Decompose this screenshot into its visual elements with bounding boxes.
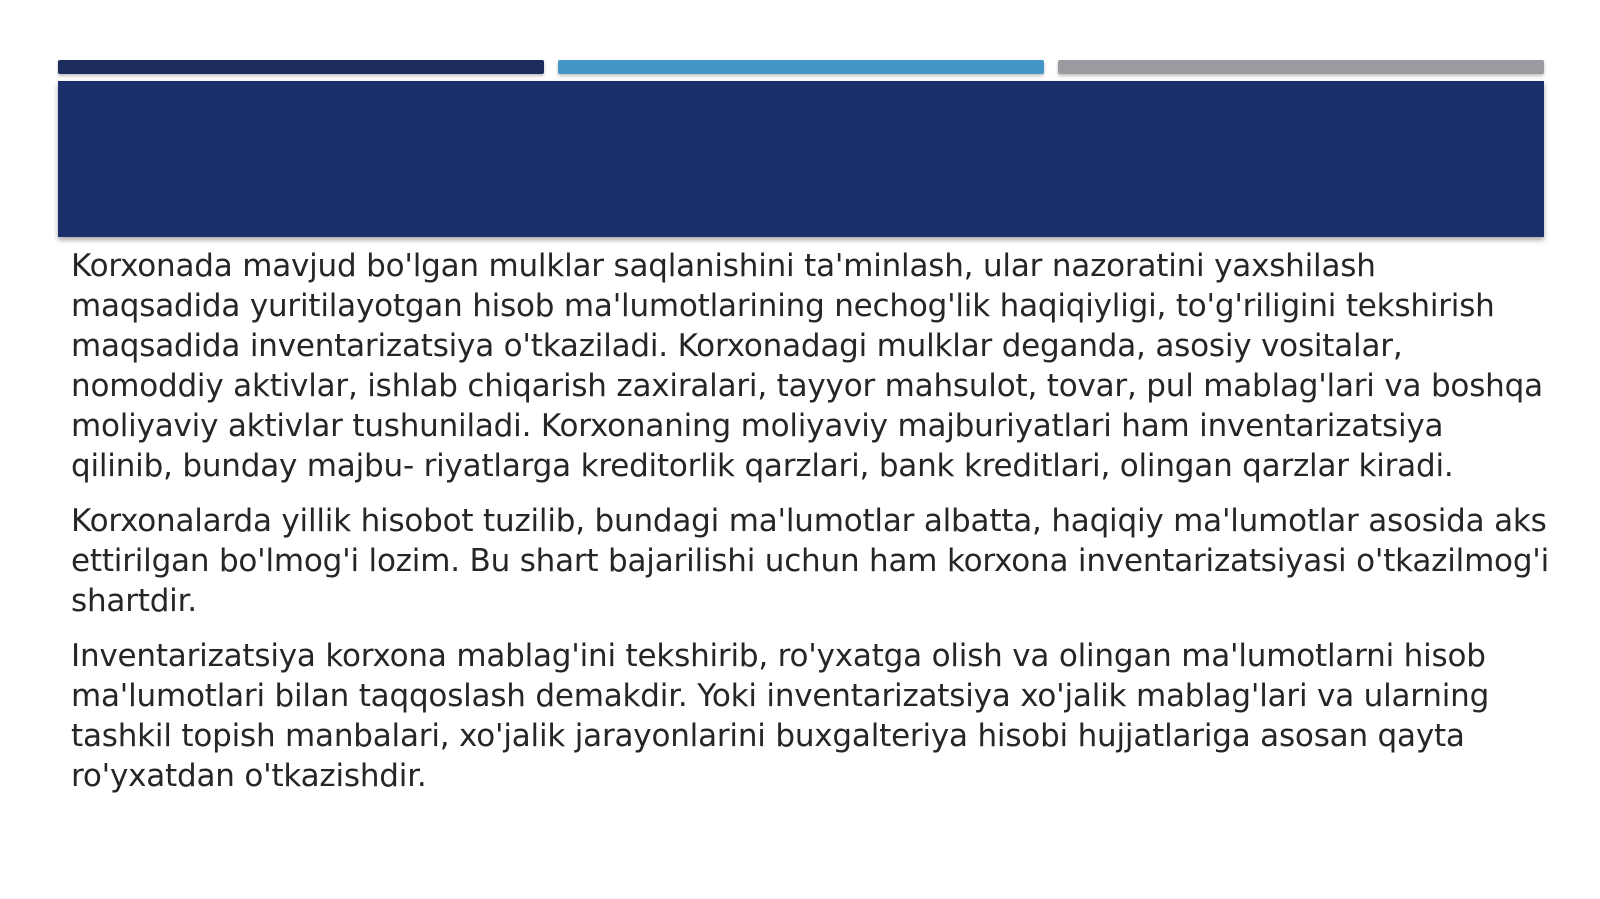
accent-bar-gray bbox=[1058, 60, 1544, 74]
paragraph-3: Inventarizatsiya korxona mablag'ini tekshirib, ro'yxatga olish va olingan ma'lumotlarni hisob ma'lumotlari bilan taqqoslash demakdir. Yoki inventarizatsiya xo'jalik mablag'lari va ularning tashkil topish manbalari, xo'jalik jarayonlarini buxgalteriya hisobi hujjatlariga asosan qayta ro'yxatdan o'tkazishdir. bbox=[71, 638, 1490, 794]
accent-bar-dark-blue bbox=[58, 60, 544, 74]
paragraph-2: Korxonalarda yillik hisobot tuzilib, bundagi ma'lumotlar albatta, haqiqiy ma'lumotlar asosida aks ettirilgan bo'lmog'i lozim. Bu shart bajarilishi uchun ham korxona inventarizatsiyasi o'tkazilmog'i shartdir. bbox=[71, 503, 1550, 619]
paragraph-1: Korxonada mavjud bo'lgan mulklar saqlanishini ta'minlash, ular nazoratini yaxshilash maqsadida yuritilayotgan hisob ma'lumotlarining nechog'lik haqiqiyligi, to'g'riligini tekshirish maqsadida inventarizatsiya o'tkaziladi. Korxonadagi mulklar deganda, asosiy vositalar, nomoddiy aktivlar, ishlab chiqarish zaxiralari, tayyor mahsulot, tovar, pul mablag'lari va boshqa moliyaviy aktivlar tushuniladi. Korxonaning moliyaviy majburiyatlari ham inventarizatsiya qilinib, bunday majbu- riyatlarga kreditorlik qarzlari, bank kreditlari, olingan qarzlar kiradi. bbox=[71, 248, 1543, 484]
slide-body bbox=[71, 246, 1551, 811]
title-band bbox=[58, 81, 1544, 237]
accent-bar-light-blue bbox=[558, 60, 1044, 74]
